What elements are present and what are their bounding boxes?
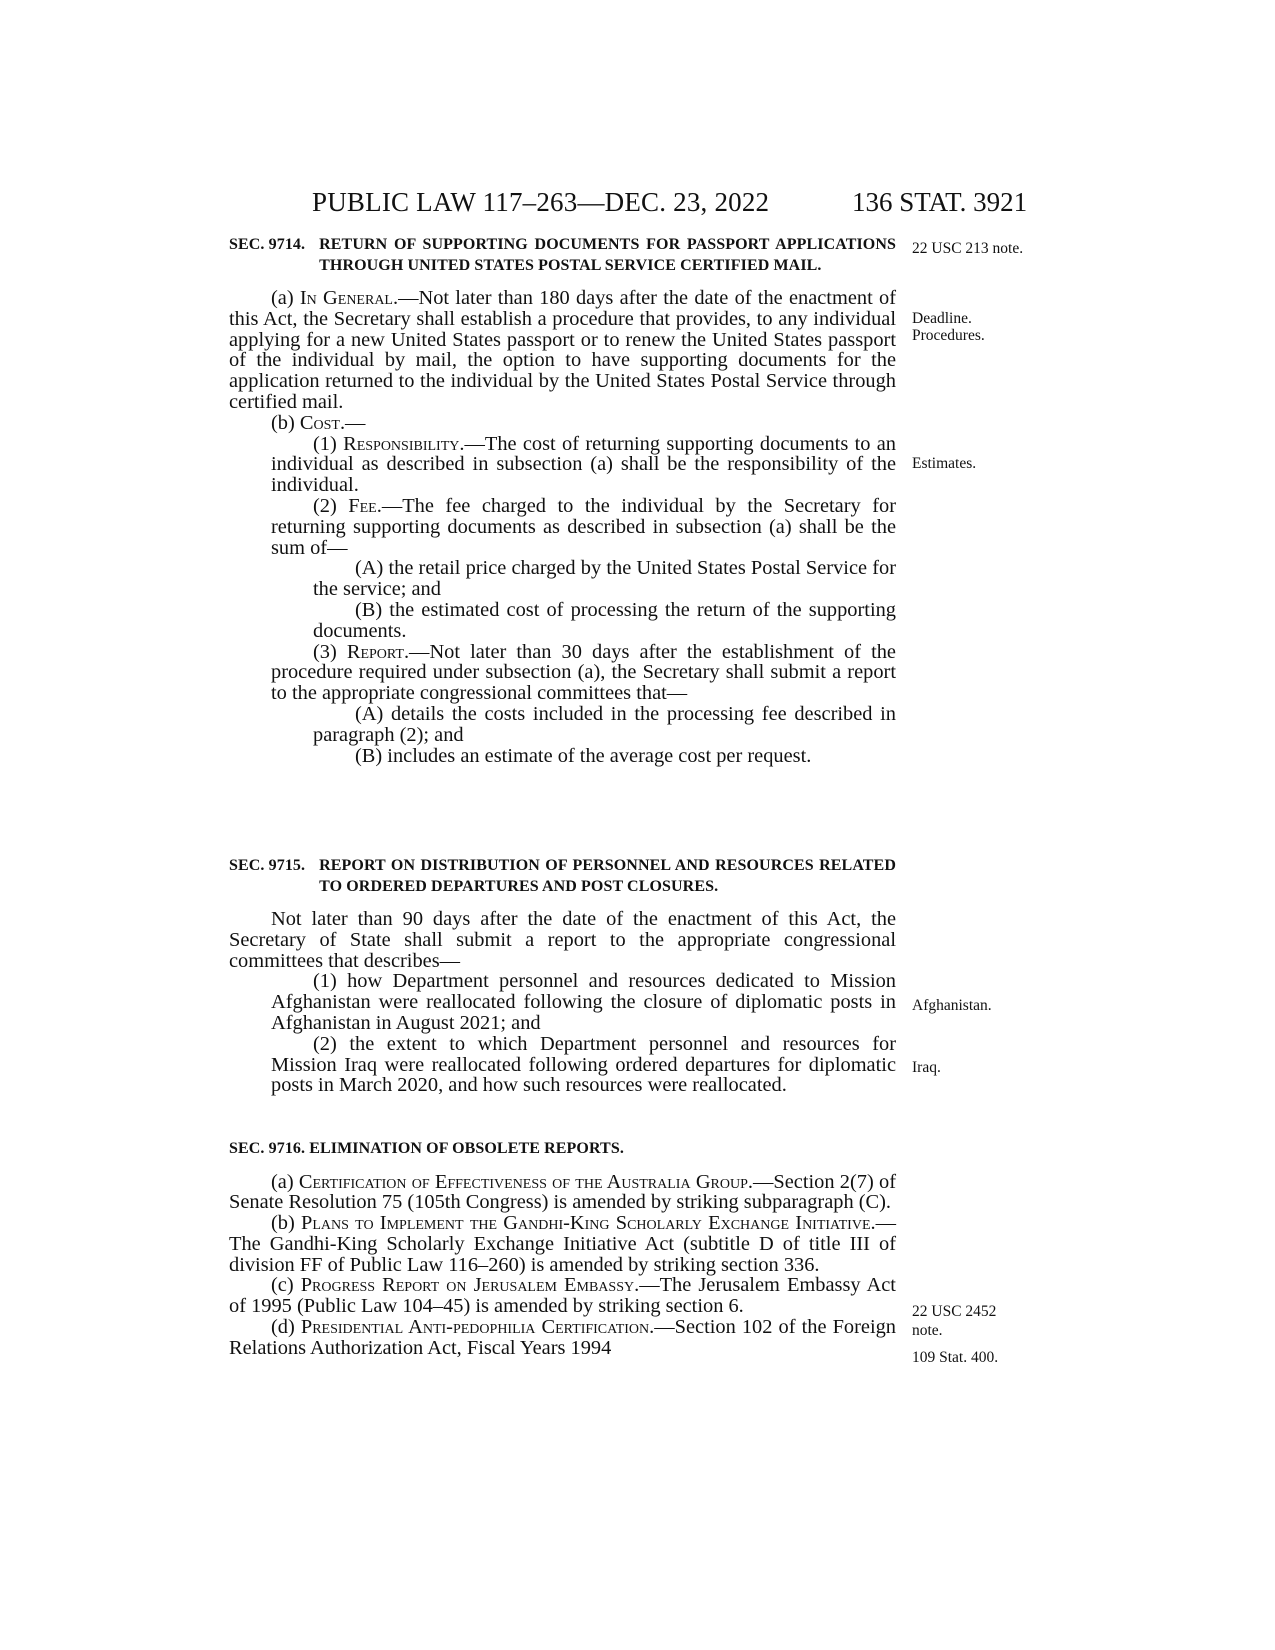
margin-note-22-usc-213: 22 USC 213 note.	[912, 240, 1024, 257]
subparagraph-b3-B: (B) includes an estimate of the average cost per request.	[355, 744, 812, 767]
section-9716	[229, 1139, 896, 1359]
section-9714	[229, 235, 896, 766]
section-9714-heading	[229, 235, 896, 276]
section-9715-number: SEC. 9715.	[229, 857, 306, 874]
subsection-b: (b) Cost.—	[271, 411, 366, 434]
section-9716-heading: SEC. 9716. ELIMINATION OF OBSOLETE REPORTS.	[229, 1140, 624, 1157]
paragraph-b3-heading: Report	[346, 640, 404, 663]
running-header-title: PUBLIC LAW 117–263—DEC. 23, 2022	[312, 187, 770, 217]
section-9715-heading	[229, 856, 896, 897]
section-9716-subsection-d: (d) Presidential Anti-pedophilia Certification.—Section 102 of the Foreign Relations Authorization Act, Fiscal Years 1994	[229, 1316, 896, 1359]
section-9716-subsection-c: (c) Progress Report on Jerusalem Embassy.—The Jerusalem Embassy Act of 1995 (Public Law 104–45) is amended by striking section 6.	[229, 1274, 896, 1318]
section-9716-subsection-a: (a) Certification of Effectiveness of the Australia Group.—Section 2(7) of Senate Resolution 75 (105th Congress) is amended by striking subparagraph (C).	[229, 1170, 896, 1214]
section-9714-title: RETURN OF SUPPORTING DOCUMENTS FOR PASSPORT APPLICATIONS THROUGH UNITED STATES POSTAL SERVICE CERTIFIED MAIL.	[319, 236, 896, 274]
margin-note-22-usc-2452: 22 USC 2452	[912, 1303, 997, 1320]
margin-note-procedures: Procedures.	[912, 327, 985, 344]
section-9715-paragraph-2: (2) the extent to which Department personnel and resources for Mission Iraq were reallocated following ordered departures for diplomatic posts in March 2020, and how such resources were reallocated.	[271, 1032, 896, 1097]
subparagraph-b3-A: (A) details the costs included in the processing fee described in paragraph (2); and	[313, 702, 896, 746]
margin-note-afghanistan: Afghanistan.	[912, 997, 992, 1014]
section-9714-number: SEC. 9714.	[229, 236, 306, 253]
subsection-b-heading: Cost	[299, 411, 340, 434]
paragraph-b2: (2) Fee.—The fee charged to the individual by the Secretary for returning supporting documents as described in subsection (a) shall be the sum of—	[271, 494, 896, 559]
subsection-a: (a) In General.—Not later than 180 days after the date of the enactment of this Act, the Secretary shall establish a procedure that provides, to any individual applying for a new United States passport or to renew the United States passport of the individual by mail, the option to have supporting documents for the application returned to the individual by the United States Postal Service through certified mail.	[229, 287, 896, 413]
margin-note-22-usc-2452-note: note.	[912, 1322, 943, 1339]
margin-note-estimates: Estimates.	[912, 455, 977, 472]
subsection-a-heading: In General	[299, 287, 393, 309]
paragraph-b2-heading: Fee	[348, 494, 377, 517]
section-9715-title: REPORT ON DISTRIBUTION OF PERSONNEL AND RESOURCES RELATED TO ORDERED DEPARTURES AND POST CLOSURES.	[319, 857, 896, 895]
margin-note-deadline: Deadline.	[912, 310, 972, 327]
running-header-stat-page: 136 STAT. 3921	[852, 187, 1028, 217]
paragraph-b3: (3) Report.—Not later than 30 days after the establishment of the procedure required under subsection (a), the Secretary shall submit a report to the appropriate congressional committees that—	[271, 640, 896, 705]
subparagraph-b2-B: (B) the estimated cost of processing the return of the supporting documents.	[313, 598, 896, 642]
section-9715	[229, 856, 896, 1096]
margin-note-iraq: Iraq.	[912, 1059, 941, 1076]
section-9715-intro: Not later than 90 days after the date of the enactment of this Act, the Secretary of State shall submit a report to the appropriate congressional committees that describes—	[229, 908, 896, 972]
paragraph-b1-heading: Responsibility	[343, 432, 460, 455]
margin-note-109-stat-400: 109 Stat. 400.	[912, 1349, 999, 1366]
section-9716-subsection-b: (b) Plans to Implement the Gandhi-King Scholarly Exchange Initiative.—The Gandhi-King Scholarly Exchange Initiative Act (subtitle D of title III of division FF of Public Law 116–260) is amended by striking section 336.	[229, 1212, 896, 1276]
paragraph-b1: (1) Responsibility.—The cost of returning supporting documents to an individual as described in subsection (a) shall be the responsibility of the individual.	[271, 432, 897, 497]
subparagraph-b2-A: (A) the retail price charged by the United States Postal Service for the service; and	[313, 557, 896, 601]
section-9715-paragraph-1: (1) how Department personnel and resources dedicated to Mission Afghanistan were reallocated following the closure of diplomatic posts in Afghanistan in August 2021; and	[271, 970, 896, 1034]
